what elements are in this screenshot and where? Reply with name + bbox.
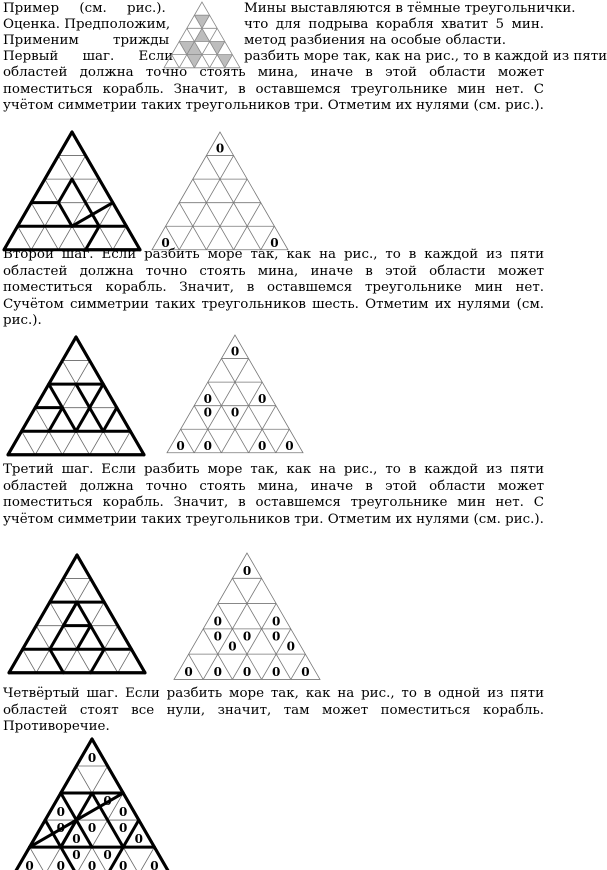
step4-contradiction-figure [12,737,172,870]
intro-col1-line1: Пример (см. рис.). [3,1,166,16]
zero-mark: 0 [25,859,34,870]
mine-cell [194,28,209,41]
zero-mark: 0 [213,665,222,680]
step3-paragraph: Третий шаг. Если разбить море так, как на рис., то в каждой из пяти областей должна точно стоять мина, иначе в этой области может поместиться корабль. Значит, в оставшемся треугольнике мин нет. С учётом симметрии таких треугольников три. Отметим их нулями (см. рис.). [3,462,544,527]
step1-partition-figure [2,130,142,245]
region-border [72,203,113,227]
region-border [50,649,64,673]
outer-border [9,555,145,673]
zero-mark: 0 [242,563,252,578]
step1-zeros-figure [150,130,290,250]
zero-mark: 0 [176,438,185,453]
zero-mark: 0 [230,344,240,359]
mine-cell [210,41,225,54]
zero-mark: 0 [258,391,267,406]
zero-mark: 0 [242,665,252,680]
zero-mark: 0 [272,665,281,680]
zero-mark: 0 [103,848,112,863]
zero-mark: 0 [72,832,81,847]
intro-paragraph: областей должна точно стоять мина, иначе в этой области может поместиться корабль. Значит, в оставшемся треугольнике мин нет. С учётом симметрии таких треугольников три. Отметим их нулями (см. рис.). [3,65,544,113]
step2-paragraph: Второй шаг. Если разбить море так, как на рис., то в каждой из пяти областей должна точно стоять мина, иначе в этой области может поместиться корабль. Значит, в оставшемся треугольнике мин нет. Сучётом симметрии таких треугольников шесть. Отметим их нулями (см. рис.). [3,247,544,328]
outer-edge [8,337,144,455]
region-border [49,408,63,432]
grid-line [208,382,249,453]
region-border [103,408,117,432]
region-border [77,626,91,650]
zero-mark: 0 [258,438,267,453]
mine-placement-figure [162,0,242,64]
zero-mark: 0 [272,629,281,644]
zero-mark: 0 [285,438,294,453]
intro-col2-line3: метод разбиения на особые области. [244,33,507,48]
zero-mark: 0 [270,235,279,250]
intro-col1-line2: Оценка. Предположим, [3,17,171,32]
zero-mark: 0 [213,614,222,629]
zero-mark: 0 [184,665,193,680]
grid-line [206,179,247,250]
grid-line [23,649,37,673]
zero-mark: 0 [150,859,159,870]
zero-mark: 0 [87,751,97,766]
region-border [58,179,72,203]
zero-mark: 0 [161,235,170,250]
zero-mark: 0 [56,821,65,836]
zero-mark: 0 [228,639,237,654]
zero-mark: 0 [87,859,97,870]
zero-mark: 0 [119,859,128,870]
step4-paragraph: Четвёртый шаг. Если разбить море так, как на рис., то в одной из пяти областей стоят все нули, значит, там может поместиться корабль. Противоречие. [3,686,544,734]
step2-zeros-figure [165,333,305,458]
intro-col2-line2: что для подрыва корабля хватит 5 мин. [244,17,544,32]
zero-mark: 0 [103,794,112,809]
zero-mark: 0 [230,405,240,420]
zero-mark: 0 [203,405,212,420]
region-border [91,649,105,673]
grid-line [193,179,234,250]
intro-col2-line4: разбить море так, как на рис., то в каждой из пяти [244,49,607,64]
grid-line [22,431,36,455]
outer-edge [4,132,140,250]
grid-line [118,649,132,673]
grid-line [232,604,276,680]
zero-mark: 0 [56,805,65,820]
step3-partition-figure [7,553,147,680]
zero-mark: 0 [119,821,128,836]
intro-col2-line1: Мины выставляются в тёмные треугольнички. [244,1,576,16]
step3-zeros-figure [172,551,322,680]
zero-mark: 0 [272,614,281,629]
grid-line [117,431,131,455]
zero-mark: 0 [87,821,97,836]
intro-col1-line4: Первый шаг. Если [3,49,174,64]
zero-mark: 0 [203,391,212,406]
zero-mark: 0 [134,832,143,847]
zero-mark: 0 [286,639,295,654]
zero-mark: 0 [119,805,128,820]
outer-border [8,337,144,455]
zero-mark: 0 [72,848,81,863]
zero-mark: 0 [213,629,222,644]
zero-mark: 0 [56,859,65,870]
grid-line [218,604,262,680]
mine-cell [194,15,209,28]
zero-mark: 0 [242,629,252,644]
zero-mark: 0 [215,141,225,156]
zero-mark: 0 [301,665,310,680]
outer-border [4,132,140,250]
step2-partition-figure [6,335,146,460]
zero-mark: 0 [203,438,212,453]
intro-col1-line3: Применим трижды [3,33,170,48]
outer-edge [9,555,145,673]
region-border [58,203,72,227]
grid-line [221,382,262,453]
